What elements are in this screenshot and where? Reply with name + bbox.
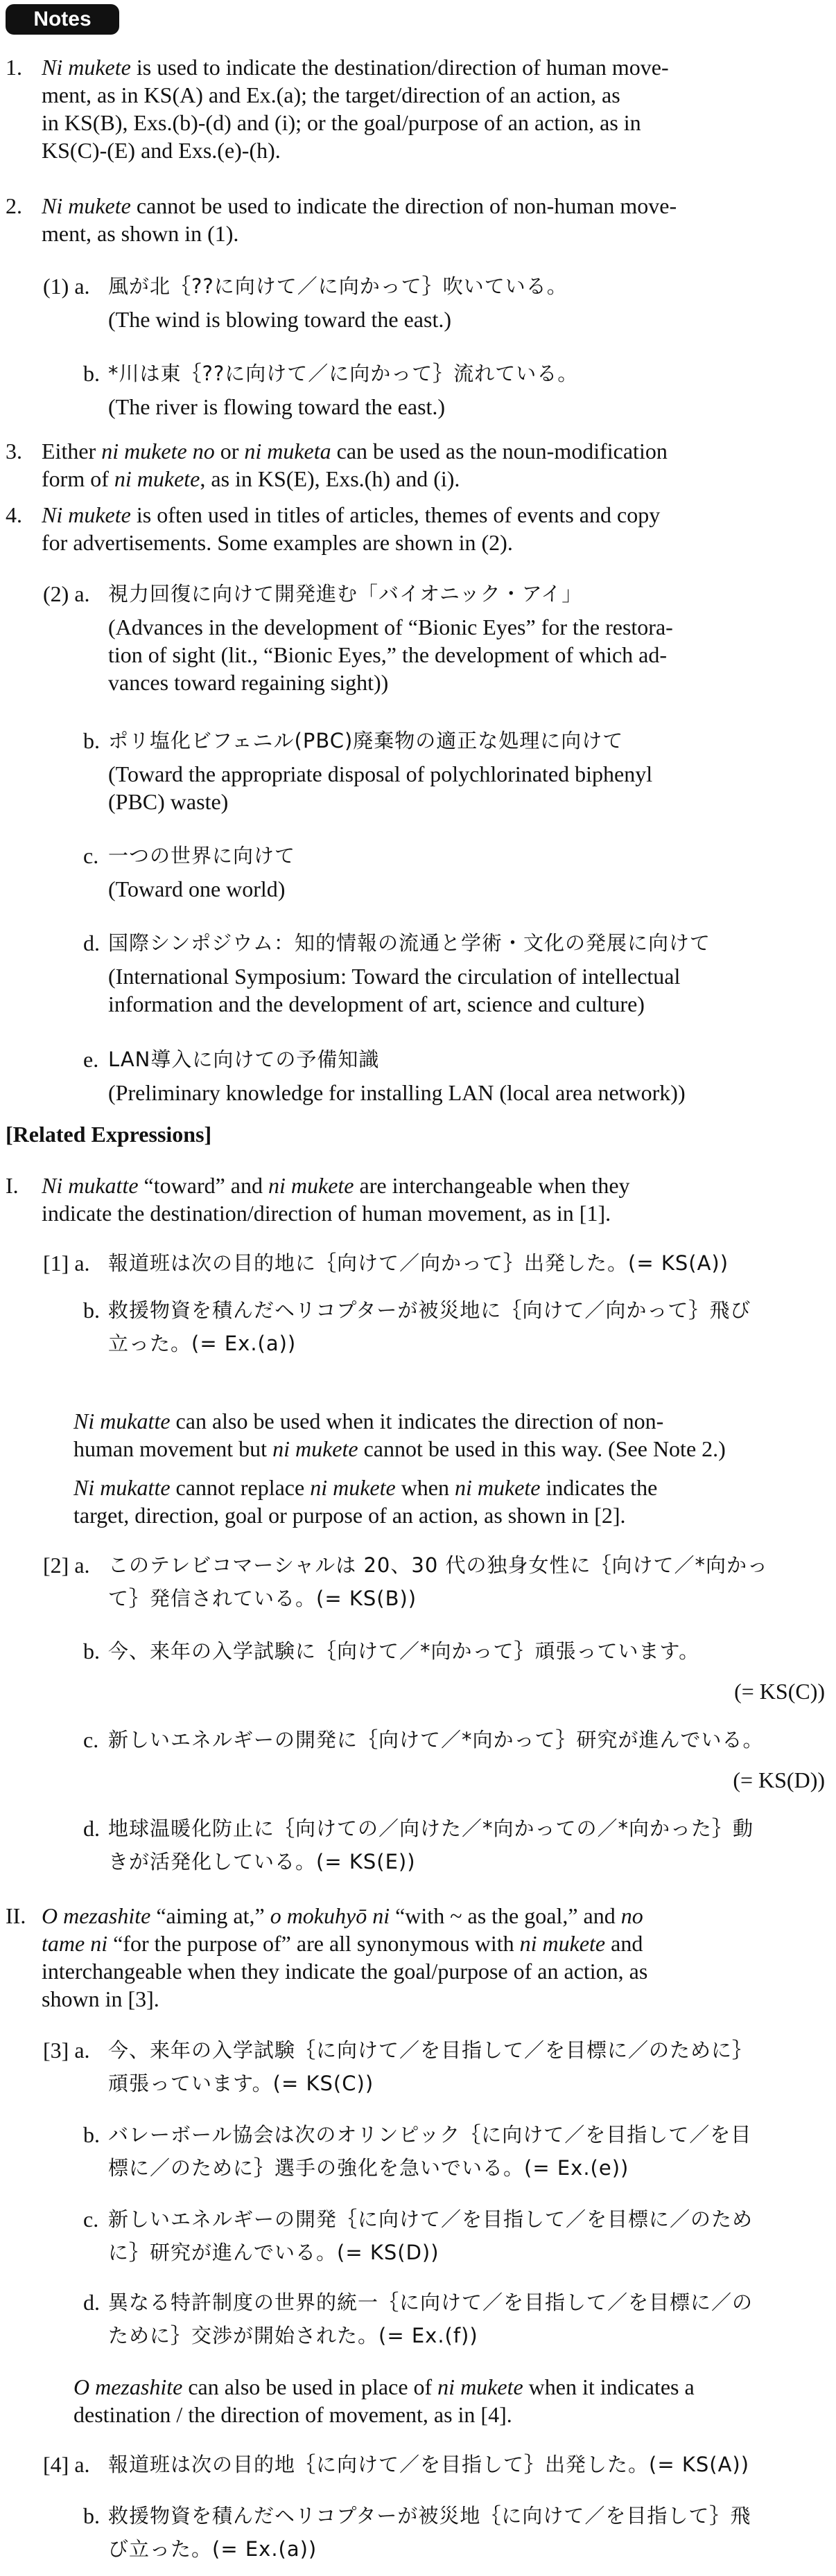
note-1-text: Ni mukete is used to indicate the destination/direction of human move- ment, as in KS(A) and Ex.(a); the target/direction of an action, as in KS(B), Exs.(b)-(d) and (i); or the goal/purpose of an action, as in KS(C)-(E) and Exs.(e)-(h). [42,55,669,163]
example-r4a-label: [4] a. [43,2452,90,2477]
example-r2b-label: b. [83,1639,100,1664]
example-r3a-jp: 今、来年の入学試験｛に向けて／を目指して／を目標に／のために｝ 頑張っています。(= KS(C)) [108,2038,754,2095]
note-4-number: 4. [6,502,22,527]
related-I-number: I. [6,1173,19,1198]
note-4-text: Ni mukete is often used in titles of articles, themes of events and copy for advertisements. Some examples are shown in (2). [42,502,661,555]
example-r3b-label: b. [83,2122,100,2147]
example-r2b-ref: (= KS(C)) [734,1679,825,1704]
example-2a-en: (Advances in the development of “Bionic Eyes” for the restora- tion of sight (lit., “Bionic Eyes,” the development of which ad- vances toward regaining sight)) [108,615,673,695]
example-1a-jp: 風が北｛??に向けて／に向かって｝吹いている。 [108,274,568,298]
example-r2d-jp: 地球温暖化防止に｛向けての／向けた／*向かっての／*向かった｝動 きが活発化している。(= KS(E)) [108,1817,754,1873]
example-2a-label: (2) a. [43,581,90,606]
note-3-number: 3. [6,439,22,464]
example-r3b-jp: バレーボール協会は次のオリンピック｛に向けて／を目指して／を目 標に／のために｝選手の強化を急いでいる。(= Ex.(e)) [108,2123,752,2180]
example-2c-en: (Toward one world) [108,876,286,901]
example-r2a-label: [2] a. [43,1553,90,1578]
related-II-text: O mezashite “aiming at,” o mokuhyō ni “with ~ as the goal,” and no tame ni “for the purpose of” are all synonymous with ni mukete and interchangeable when they indicate the goal/purpose of an action, as shown in [3]. [42,1903,648,2011]
example-r2c-label: c. [83,1727,99,1752]
example-r3d-jp: 異なる特許制度の世界的統一｛に向けて／を目指して／を目標に／の ために｝交渉が開始された。(= Ex.(f)) [108,2291,754,2347]
example-r1b-jp: 救援物資を積んだヘリコプターが被災地に｛向けて／向かって｝飛び 立った。(= Ex.(a)) [108,1298,751,1355]
note-2-number: 2. [6,193,22,218]
example-2b-jp: ポリ塩化ビフェニル(PBC)廃棄物の適正な処理に向けて [108,729,624,752]
example-2a-jp: 視力回復に向けて開発進む「バイオニック・アイ」 [108,582,583,606]
example-1a-en: (The wind is blowing toward the east.) [108,307,451,332]
example-2b-label: b. [83,728,100,753]
example-2d-jp: 国際シンポジウム：知的情報の流通と学術・文化の発展に向けて [108,931,711,955]
example-r2b-jp: 今、来年の入学試験に｛向けて／*向かって｝頑張っています。 [108,1639,700,1663]
example-1b-jp: *川は東｛??に向けて／に向かって｝流れている。 [108,362,579,385]
example-r2c-jp: 新しいエネルギーの開発に｛向けて／*向かって｝研究が進んでいる。 [108,1728,764,1752]
example-2e-en: (Preliminary knowledge for installing LAN (local area network)) [108,1080,686,1105]
example-r1b-label: b. [83,1298,100,1323]
example-r2a-jp: このテレビコマーシャルは 20、30 代の独身女性に｛向けて／*向かっ て｝発信されている。(= KS(B)) [108,1553,769,1610]
example-2c-label: c. [83,843,99,868]
example-r2d-label: d. [83,1816,100,1841]
example-r2c-ref: (= KS(D)) [733,1767,825,1792]
related-II-number: II. [6,1903,26,1928]
related-I-paragraph-2: Ni mukatte can also be used when it indicates the direction of non- human movement but ni mukete cannot be used in this way. (See Note 2.) [73,1409,726,1461]
example-2b-en: (Toward the appropriate disposal of polychlorinated biphenyl (PBC) waste) [108,761,653,814]
example-1a-label: (1) a. [43,274,90,299]
example-r3a-label: [3] a. [43,2038,90,2063]
example-r4a-jp: 報道班は次の目的地｛に向けて／を目指して｝出発した。(= KS(A)) [108,2453,750,2476]
example-2e-jp: LAN導入に向けての予備知識 [108,1048,380,1071]
example-r3c-jp: 新しいエネルギーの開発｛に向けて／を目指して／を目標に／のため に｝研究が進んでいる。(= KS(D)) [108,2207,754,2264]
example-r3d-label: d. [83,2290,100,2315]
note-1-number: 1. [6,55,22,80]
related-expressions-heading: [Related Expressions] [6,1122,212,1147]
example-1b-label: b. [83,361,100,386]
related-I-text: Ni mukatte “toward” and ni mukete are interchangeable when they indicate the destination/direction of human movement, as in [1]. [42,1173,630,1226]
related-II-paragraph-2: O mezashite can also be used in place of ni mukete when it indicates a destination / the direction of movement, as in [4]. [73,2374,695,2427]
example-r1a-label: [1] a. [43,1251,90,1276]
example-2d-label: d. [83,930,100,955]
example-2d-en: (International Symposium: Toward the circulation of intellectual information and the development of art, science and culture) [108,964,681,1016]
note-3-text: Either ni mukete no or ni muketa can be used as the noun-modification form of ni mukete, as in KS(E), Exs.(h) and (i). [42,439,668,491]
example-2e-label: e. [83,1047,99,1072]
example-1b-en: (The river is flowing toward the east.) [108,394,446,419]
note-2-text: Ni mukete cannot be used to indicate the direction of non-human move- ment, as shown in (1). [42,193,677,246]
example-r4b-jp: 救援物資を積んだヘリコプターが被災地｛に向けて／を目指して｝飛 び立った。(= Ex.(a)) [108,2504,751,2561]
notes-badge: Notes [6,4,119,35]
example-r3c-label: c. [83,2207,99,2232]
example-r1a-jp: 報道班は次の目的地に｛向けて／向かって｝出発した。(= KS(A)) [108,1251,729,1275]
related-I-paragraph-3: Ni mukatte cannot replace ni mukete when ni mukete indicates the target, direction, goal or purpose of an action, as shown in [2]. [73,1475,658,1528]
example-r4b-label: b. [83,2503,100,2528]
example-2c-jp: 一つの世界に向けて [108,844,296,867]
